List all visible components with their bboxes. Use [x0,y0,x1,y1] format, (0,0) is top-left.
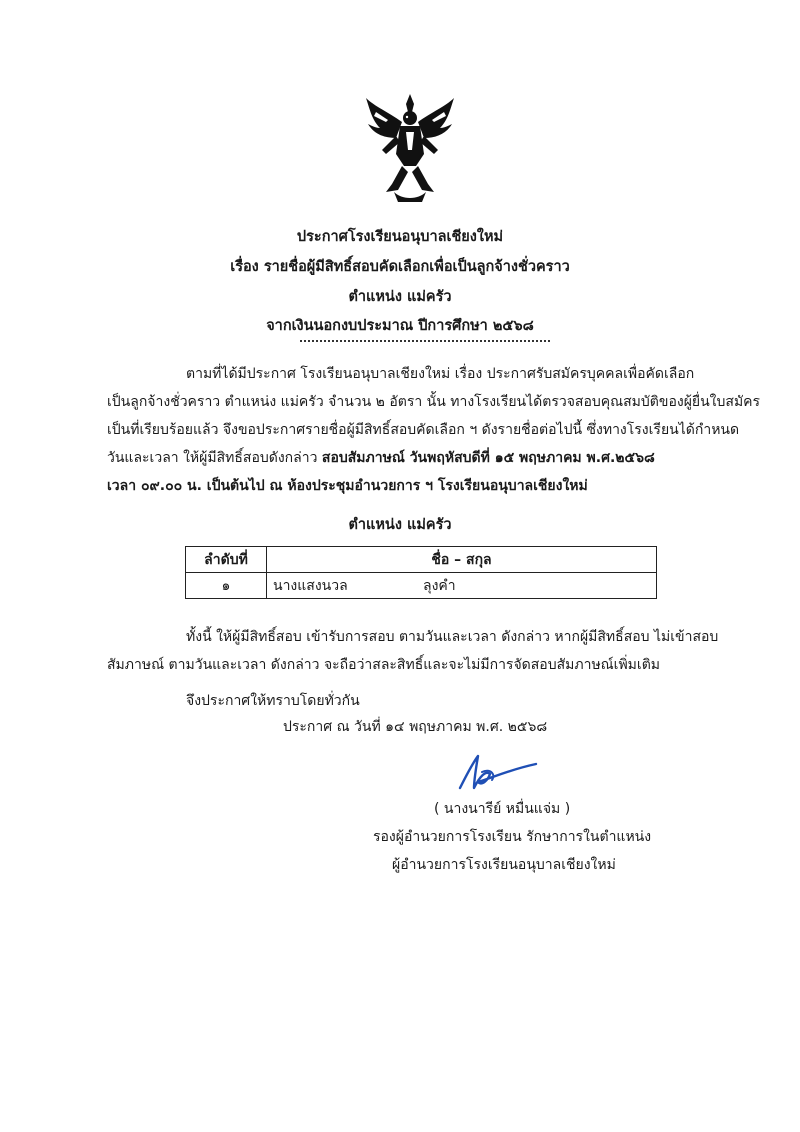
heading-line-4: จากเงินนอกงบประมาณ ปีการศึกษา ๒๕๖๘ [266,318,534,334]
header-no: ลำดับที่ [186,547,267,573]
position-title: ตำแหน่ง แม่ครัว [348,517,452,533]
handwritten-signature [452,752,542,794]
heading-line-2: เรื่อง รายชื่อผู้มีสิทธิ์สอบคัดเลือกเพื่อเป็นลูกจ้างชั่วคราว [230,259,570,275]
table-row [186,573,657,599]
body-line-1: ตามที่ได้มีประกาศ โรงเรียนอนุบาลเชียงใหม่ เรื่อง ประกาศรับสมัครบุคคลเพื่อคัดเลือก [186,366,695,382]
notice-line-2: สัมภาษณ์ ตามวันและเวลา ดังกล่าว จะถือว่าสละสิทธิ์และจะไม่มีการจัดสอบสัมภาษณ์เพิ่มเติม [107,657,661,673]
heading-line-1: ประกาศโรงเรียนอนุบาลเชียงใหม่ [296,229,504,245]
signer-title-1: รองผู้อำนวยการโรงเรียน รักษาการในตำแหน่ง [373,829,652,845]
closing-announce: จึงประกาศให้ทราบโดยทั่วกัน [186,693,360,709]
row-name [267,573,657,599]
last-name: ลุงคำ [423,577,456,594]
interview-date: สอบสัมภาษณ์ วันพฤหัสบดีที่ ๑๕ พฤษภาคม พ.ศ.๒๕๖๘ [321,450,655,466]
heading-line-3: ตำแหน่ง แม่ครัว [348,289,452,305]
signer-name: ( นางนารีย์ หมื่นแจ่ม ) [434,801,571,817]
interview-time-place: เวลา ๐๙.๐๐ น. เป็นต้นไป ณ ห้องประชุมอำนวยการ ฯ โรงเรียนอนุบาลเชียงใหม่ [107,478,588,494]
candidate-table [185,546,657,599]
signer-title-2: ผู้อำนวยการโรงเรียนอนุบาลเชียงใหม่ [392,857,616,873]
body-line-2: เป็นลูกจ้างชั่วคราว ตำแหน่ง แม่ครัว จำนวน ๒ อัตรา นั้น ทางโรงเรียนได้ตรวจสอบคุณสมบัติของผู้ยื่นใบสมัคร [107,394,761,410]
row-no: ๑ [186,573,267,599]
first-name: นางแสงนวล [273,577,348,594]
garuda-emblem-icon [364,92,456,204]
announce-date: ประกาศ ณ วันที่ ๑๔ พฤษภาคม พ.ศ. ๒๕๖๘ [283,719,548,735]
notice-line-1: ทั้งนี้ ให้ผู้มีสิทธิ์สอบ เข้ารับการสอบ ตามวันและเวลา ดังกล่าว หากผู้มีสิทธิ์สอบ ไม่เข้าสอบ [186,629,719,645]
header-name: ชื่อ – สกุล [267,547,657,573]
dotted-divider [300,338,550,342]
body-line-4-start: วันและเวลา ให้ผู้มีสิทธิ์สอบดังกล่าว [107,450,322,466]
body-line-4 [107,447,655,469]
body-line-3: เป็นที่เรียบร้อยแล้ว จึงขอประกาศรายชื่อผู้มีสิทธิ์สอบคัดเลือก ฯ ดังรายชื่อต่อไปนี้ ซึ่งทางโรงเรียนได้กำหนด [107,422,740,438]
table-header-row [186,547,657,573]
